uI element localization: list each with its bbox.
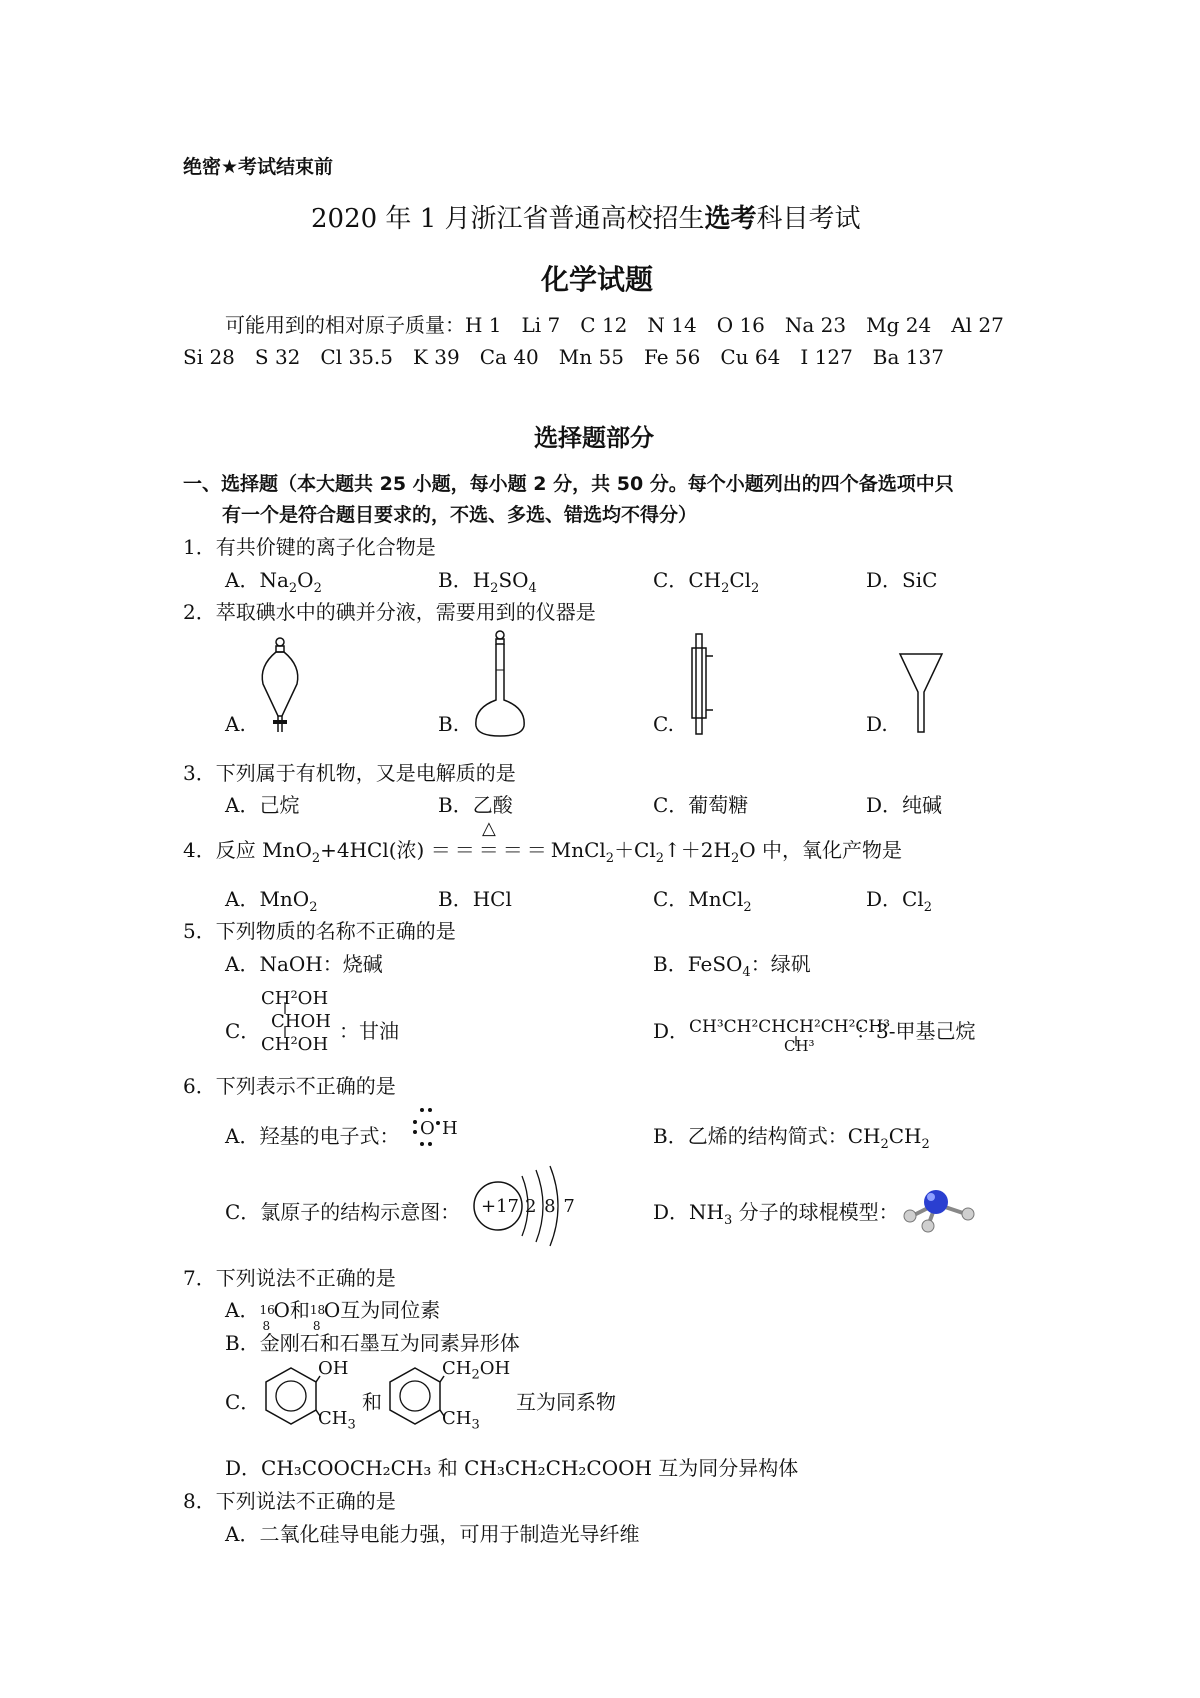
q2-stem: 2．萃取碘水中的碘并分液，需要用到的仪器是 bbox=[183, 600, 596, 624]
methylbenzyl-alcohol-structure-icon bbox=[386, 1366, 444, 1426]
q6-b-label: B．乙烯的结构简式：CH bbox=[653, 1124, 881, 1148]
q3-option-c: C．葡萄糖 bbox=[653, 793, 749, 817]
q7-c-suffix: 互为同系物 bbox=[516, 1390, 616, 1414]
o-cresol-structure-icon bbox=[262, 1366, 320, 1426]
exam-title-suffix: 科目考试 bbox=[756, 204, 861, 234]
q5-d-suffix: ：3-甲基己烷 bbox=[856, 1019, 976, 1043]
q1-a-label: A． bbox=[225, 568, 260, 592]
q7-c2-ch3: $CH_3$ bbox=[442, 1408, 480, 1433]
q5-d-formula: CH³CH²CHCH²CH²CH³ bbox=[689, 1017, 891, 1037]
q7-a-iso1-num: 8 bbox=[262, 1319, 271, 1333]
q3-option-b: B．乙酸 bbox=[438, 793, 513, 817]
q7-option-a bbox=[225, 1294, 441, 1333]
q6-c-shells: 2 8 7 bbox=[525, 1196, 576, 1217]
q7-a-label: A． bbox=[225, 1298, 260, 1322]
q8-stem: 8．下列说法不正确的是 bbox=[183, 1489, 396, 1513]
q4-a-label: A．MnO bbox=[225, 887, 310, 911]
subject-title: 化学试题 bbox=[541, 263, 654, 296]
q6-option-a: A．羟基的电子式： bbox=[225, 1124, 400, 1148]
section-title: 选择题部分 bbox=[534, 424, 654, 452]
q7-c-and: 和 bbox=[362, 1390, 382, 1414]
q1-stem: 1．有共价键的离子化合物是 bbox=[183, 535, 436, 559]
q6-option-b: B．乙烯的结构简式：$CH_2CH_2$ bbox=[653, 1124, 930, 1152]
glycerol-bonds-icon bbox=[284, 1002, 288, 1038]
q2-option-a-label: A. bbox=[225, 712, 246, 736]
q6-c-nucleus: +17 bbox=[481, 1196, 519, 1217]
separatory-funnel-icon bbox=[255, 636, 305, 736]
q2-option-b-label: B. bbox=[438, 712, 460, 736]
q3-option-d: D．纯碱 bbox=[866, 793, 943, 817]
exam-title-prefix: 2020 年 1 月浙江省普通高校招生 bbox=[311, 204, 705, 234]
q7-c2-ch3-text: CH bbox=[442, 1408, 472, 1429]
q4-stem-prefix: 4．反应 MnO bbox=[183, 838, 312, 862]
q4-c-label: C．MnCl bbox=[653, 887, 744, 911]
section-instructions-1: 一、选择题（本大题共 25 小题，每小题 2 分，共 50 分。每个小题列出的四个备选项中只 bbox=[183, 473, 954, 495]
q7-c1-ch3-text: CH bbox=[318, 1408, 348, 1429]
q7-option-b: B．金刚石和石墨互为同素异形体 bbox=[225, 1331, 520, 1355]
q4-option-a: A．MnO$_2$ bbox=[225, 887, 318, 915]
q6-option-d: D．$NH_3$ 分子的球棍模型： bbox=[653, 1200, 899, 1228]
exam-title-bold: 选考 bbox=[704, 204, 757, 234]
q7-stem: 7．下列说法不正确的是 bbox=[183, 1266, 396, 1290]
q5-option-b: B．FeSO$_4$：绿矾 bbox=[653, 952, 811, 980]
ammonia-ball-stick-icon bbox=[900, 1186, 980, 1232]
q4-stem-suffix: 中，氧化产物是 bbox=[762, 838, 903, 862]
q4-option-c: C．MnCl$_2$ bbox=[653, 887, 752, 915]
q5-b-label: B．FeSO bbox=[653, 952, 743, 976]
condenser-icon bbox=[686, 634, 716, 734]
q4-condition-heat: △ bbox=[482, 818, 496, 839]
q5-c-line1: CH²OH bbox=[261, 988, 329, 1009]
q5-stem: 5．下列物质的名称不正确的是 bbox=[183, 919, 456, 943]
q6-d-suffix: 分子的球棍模型： bbox=[738, 1200, 899, 1224]
q8-option-a: A．二氧化硅导电能力强，可用于制造光导纤维 bbox=[225, 1522, 640, 1546]
q6-d-label: D．NH bbox=[653, 1200, 724, 1224]
q5-b-suffix: ：绿矾 bbox=[750, 952, 811, 976]
q7-c2-ch2oh: $CH_2OH$ bbox=[442, 1358, 511, 1383]
q5-d-branch: CH³ bbox=[784, 1037, 815, 1055]
q6-option-c: C．氯原子的结构示意图： bbox=[225, 1200, 461, 1224]
q4-d-label: D．Cl bbox=[866, 887, 924, 911]
q7-a-iso1-mass: 16 bbox=[259, 1303, 275, 1317]
q5-option-c-label: C． bbox=[225, 1019, 261, 1043]
q7-a-iso2-num: 8 bbox=[312, 1319, 321, 1333]
q7-a-suffix: 互为同位素 bbox=[340, 1298, 441, 1322]
volumetric-flask-icon bbox=[470, 630, 530, 740]
q5-c-suffix: ：甘油 bbox=[339, 1019, 399, 1043]
q4-stem: 4．反应 MnO$_2$+4HCl(浓) $=====MnCl_2+Cl_2↑+2H_2O$ 中，氧化产物是 bbox=[183, 838, 903, 866]
q6-a-hydrogen: H bbox=[442, 1118, 458, 1139]
atomic-masses-line1: 可能用到的相对原子质量：H 1 Li 7 C 12 N 14 O 16 Na 23 Mg 24 Al 27 bbox=[225, 313, 1004, 337]
q4-option-b: B．HCl bbox=[438, 887, 512, 911]
q7-a-and: O和 bbox=[273, 1298, 310, 1322]
q1-option-a: A．$Na_2O_2$ bbox=[225, 568, 322, 596]
q7-c1-oh: OH bbox=[318, 1358, 349, 1379]
exam-title bbox=[311, 198, 861, 235]
q2-option-d-label: D. bbox=[866, 712, 888, 736]
q3-option-a: A．己烷 bbox=[225, 793, 300, 817]
q4-stem-mid: +4HCl(浓) bbox=[320, 838, 425, 862]
q7-option-d: D．CH₃COOCH₂CH₃ 和 CH₃CH₂CH₂COOH 互为同分异构体 bbox=[225, 1456, 799, 1480]
q7-option-c-label: C． bbox=[225, 1390, 261, 1414]
q1-option-c: C．$CH_2Cl_2$ bbox=[653, 568, 760, 596]
q2-option-c-label: C. bbox=[653, 712, 674, 736]
q6-a-oxygen: O bbox=[420, 1118, 435, 1139]
q4-option-d: D．$Cl_2$ bbox=[866, 887, 933, 915]
q6-stem: 6．下列表示不正确的是 bbox=[183, 1074, 396, 1098]
section-instructions-2: 有一个是符合题目要求的，不选、多选、错选均不得分） bbox=[222, 504, 698, 526]
q1-c-label: C． bbox=[653, 568, 689, 592]
atomic-masses-line2: Si 28 S 32 Cl 35.5 K 39 Ca 40 Mn 55 Fe 56 Cu 64 I 127 Ba 137 bbox=[183, 345, 944, 369]
q5-c-line3: CH²OH bbox=[261, 1034, 329, 1055]
q7-c1-ch3: $CH_3$ bbox=[318, 1408, 356, 1433]
q5-option-a: A．NaOH：烧碱 bbox=[225, 952, 383, 976]
q1-b-label: B． bbox=[438, 568, 473, 592]
funnel-icon bbox=[898, 652, 944, 734]
q3-stem: 3．下列属于有机物，又是电解质的是 bbox=[183, 761, 516, 785]
q1-option-d: D．SiC bbox=[866, 568, 938, 592]
q5-option-d-label: D． bbox=[653, 1019, 690, 1043]
secrecy-label: 绝密★考试结束前 bbox=[183, 156, 334, 178]
q1-option-b: B．$H_2SO_4$ bbox=[438, 568, 537, 596]
q7-a-iso2-mass: 18 bbox=[309, 1303, 326, 1317]
q5-c-line2: CHOH bbox=[271, 1011, 331, 1032]
q7-c2-ch2oh-text: CH bbox=[442, 1358, 472, 1379]
q7-a-o2: O bbox=[323, 1298, 341, 1322]
